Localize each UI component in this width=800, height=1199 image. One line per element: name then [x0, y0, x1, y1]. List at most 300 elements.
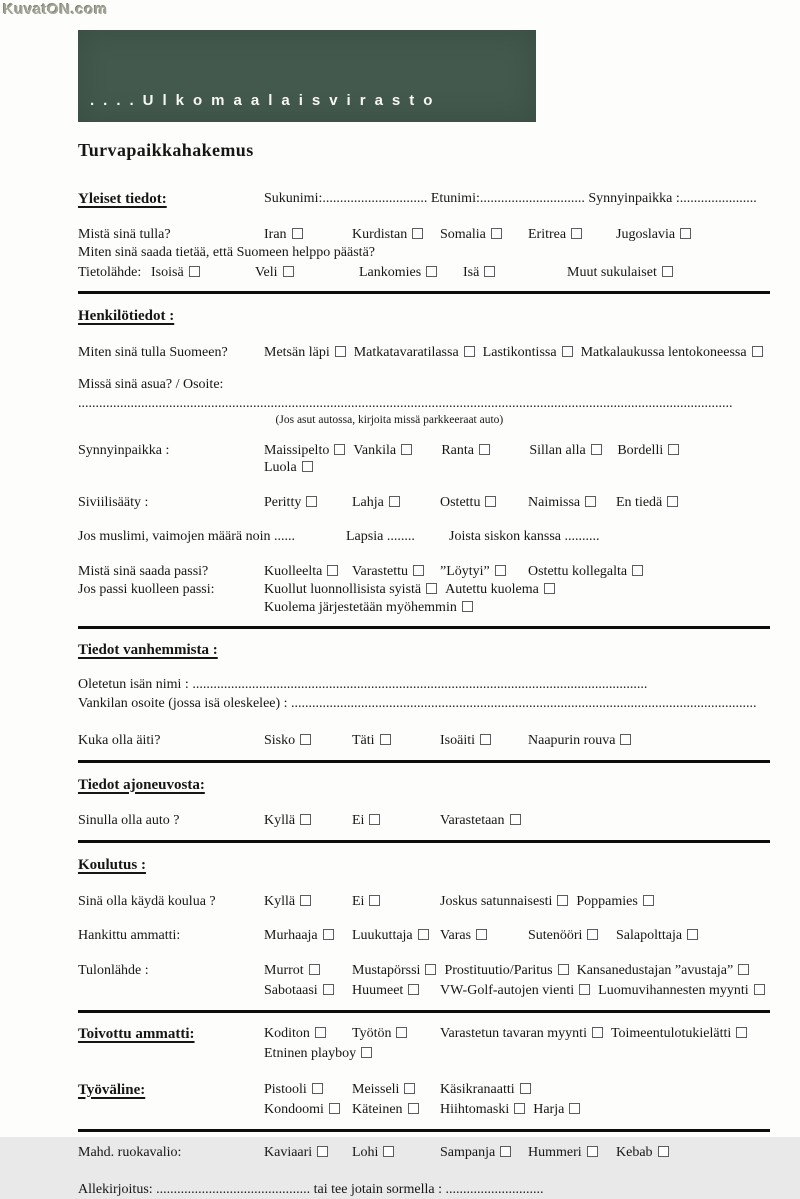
option-prostituutio-paritus [444, 962, 568, 980]
checkbox[interactable] [591, 444, 602, 455]
row-options [264, 1025, 770, 1063]
row-label-ruokavalio: Mahd. ruokavalio: [78, 1144, 182, 1160]
row-options [264, 927, 770, 945]
checkbox[interactable] [569, 1103, 580, 1114]
option-naimissa [528, 494, 608, 512]
option-label: Veli [255, 264, 278, 280]
checkbox[interactable] [520, 1083, 531, 1094]
option-label: Harja [533, 1102, 565, 1118]
option-label: En tiedä [616, 494, 663, 510]
checkbox[interactable] [736, 1027, 747, 1038]
option-ei [352, 893, 432, 911]
row-label-siviilisaaty: Siviilisääty : [78, 494, 149, 510]
option-varas [440, 927, 520, 945]
checkbox[interactable] [587, 929, 598, 940]
option-isoisa [151, 264, 247, 282]
option-varastetaan [440, 812, 521, 830]
form-row-tietolahde [78, 264, 770, 282]
checkbox[interactable] [426, 266, 437, 277]
row-options [264, 563, 770, 581]
kuvaton-watermark: KuvatON.com [3, 1, 108, 18]
checkbox[interactable] [557, 895, 568, 906]
option-lahja [352, 494, 432, 512]
checkbox[interactable] [592, 1027, 603, 1038]
option-peritty [264, 494, 344, 512]
section-divider [78, 760, 770, 763]
option-label: Eritrea [528, 226, 567, 242]
option-label: Murrot [264, 962, 304, 978]
option-loytyi [440, 563, 520, 581]
checkbox[interactable] [485, 496, 496, 507]
option-meisseli [352, 1081, 432, 1099]
option-lapsia [346, 528, 441, 546]
option-label: Varastettu [352, 563, 408, 579]
row-options [264, 1081, 770, 1119]
option-label: Varastetaan [440, 813, 505, 829]
form-row-miten-tulla-suomeen [78, 344, 770, 362]
option-label: Poppamies [576, 893, 638, 909]
option-ostettu [440, 494, 520, 512]
option-label: Iran [264, 226, 287, 242]
option-mustaporssi [352, 962, 436, 980]
row-label-yleiset: Yleiset tiedot: [78, 191, 167, 207]
checkbox[interactable] [317, 1146, 328, 1157]
section-heading-henkilotiedot [78, 307, 770, 326]
option-label: Kuolleelta [264, 563, 323, 579]
form-row-hankittu-ammatti [78, 927, 770, 945]
option-label: Joskus satunnaisesti [440, 893, 553, 909]
option-murhaaja [264, 927, 344, 945]
checkbox[interactable] [571, 228, 582, 239]
option-varastettu [352, 563, 432, 581]
option-iran [264, 226, 344, 244]
checkbox[interactable] [562, 346, 573, 357]
option-label: Muut sukulaiset [567, 264, 657, 280]
form-row-mista-tulla [78, 226, 770, 244]
option-en-tieda [616, 494, 696, 512]
option-kondoomi [264, 1101, 344, 1119]
checkbox[interactable] [369, 814, 380, 825]
option-isoaiti [440, 732, 520, 750]
option-kylla [264, 893, 344, 911]
option-pistooli [264, 1081, 344, 1099]
option-label: Isä [463, 264, 480, 280]
checkbox[interactable] [283, 266, 294, 277]
option-koditon [264, 1025, 344, 1043]
checkbox[interactable] [292, 228, 303, 239]
option-label: Sutenööri [528, 928, 583, 944]
checkbox[interactable] [334, 444, 345, 455]
checkbox[interactable] [361, 1047, 372, 1058]
checkbox[interactable] [476, 929, 487, 940]
option-label: Isoäiti [440, 733, 475, 749]
text-line-miten-tietaa: Miten sinä saada tietää, että Suomeen helppo päästä? [78, 245, 376, 261]
section-heading-tiedot-vanhemmista [78, 641, 770, 660]
checkbox[interactable] [754, 984, 765, 995]
option-somalia [440, 226, 520, 244]
option-salapolttaja [616, 927, 698, 945]
form-row-jos-muslimi [78, 528, 770, 546]
checkbox[interactable] [323, 984, 334, 995]
option-kasikranaatti [440, 1081, 531, 1099]
row-label-toivottu-ammatti: Toivottu ammatti: [78, 1025, 195, 1042]
option-ei [352, 812, 432, 830]
option-poppamies [576, 893, 656, 911]
checkbox[interactable] [380, 734, 391, 745]
option-label: Kuolema järjestetään myöhemmin [264, 599, 457, 615]
form-body [0, 183, 800, 1199]
option-autettu-kuolema [445, 581, 555, 599]
row-label-koulua: Sinä olla käydä koulua ? [78, 893, 216, 909]
checkbox[interactable] [306, 496, 317, 507]
option-veli [255, 264, 351, 282]
form-row-yleiset [78, 190, 770, 209]
option-label: Kyllä [264, 813, 296, 829]
option-label: Prostituutio/Paritus [444, 962, 553, 978]
section-divider [78, 1129, 770, 1132]
checkbox[interactable] [412, 228, 423, 239]
checkbox[interactable] [479, 444, 490, 455]
row-label-auto: Sinulla olla auto ? [78, 813, 180, 829]
checkbox[interactable] [369, 895, 380, 906]
option-kansanedustajan-avustaja [577, 962, 750, 980]
option-label: Ranta [441, 442, 474, 458]
row-options [346, 528, 770, 546]
section-heading-koulutus [78, 856, 770, 875]
option-label: Somalia [440, 226, 486, 242]
option-sisko [264, 732, 344, 750]
option-label: Työtön [352, 1025, 392, 1041]
row-options [264, 893, 770, 911]
option-label: Peritty [264, 494, 302, 510]
checkbox[interactable] [510, 814, 521, 825]
option-bordelli [617, 442, 697, 460]
checkbox[interactable] [667, 496, 678, 507]
checkbox[interactable] [668, 444, 679, 455]
option-label: Luukuttaja [352, 928, 413, 944]
row-label-synnyinpaikka: Synnyinpaikka : [78, 442, 170, 458]
option-label: Isoisä [151, 264, 184, 280]
row-label-miten-tulla-suomeen: Miten sinä tulla Suomeen? [78, 345, 228, 360]
option-label: Lapsia ........ [346, 529, 415, 545]
option-vankila [353, 442, 433, 460]
row-label-jos-passi: Jos passi kuolleen passi: [78, 582, 215, 598]
option-lastikontissa [483, 344, 573, 362]
form-row-siviilisaaty [78, 494, 770, 512]
section-divider [78, 291, 770, 294]
option-lohi [352, 1144, 432, 1162]
form-row-ruokavalio [78, 1144, 770, 1162]
option-label: ”Löytyi” [440, 563, 490, 579]
checkbox[interactable] [300, 895, 311, 906]
checkbox[interactable] [680, 228, 691, 239]
section-divider [78, 840, 770, 843]
text-line-allekirjoitus: Allekirjoitus: ............................................ tai tee jotain sormella : ............................ [78, 1182, 544, 1198]
option-label: Lahja [352, 494, 384, 510]
option-label: Naimissa [528, 494, 581, 510]
option-hummeri [528, 1144, 608, 1162]
option-label: Sabotaasi [264, 983, 318, 999]
option-eritrea [528, 226, 608, 244]
option-label: Kyllä [264, 893, 296, 909]
option-label: Pistooli [264, 1081, 307, 1097]
checkbox[interactable] [408, 984, 419, 995]
checkbox[interactable] [401, 444, 412, 455]
option-label: Käsikranaatti [440, 1081, 515, 1097]
option-label: Bordelli [617, 442, 664, 458]
option-vw-golf-autojen-vienti [440, 982, 590, 1000]
option-etninen-playboy [264, 1045, 372, 1063]
option-label: Kebab [616, 1144, 653, 1160]
option-label: Ostettu kollegalta [528, 563, 628, 579]
row-options [264, 442, 770, 477]
option-label: Ei [352, 893, 365, 909]
checkbox[interactable] [323, 929, 334, 940]
checkbox[interactable] [383, 1146, 394, 1157]
form-title: Turvapaikkahakemus [78, 140, 254, 160]
option-sampanja [440, 1144, 520, 1162]
checkbox[interactable] [495, 565, 506, 576]
row-label-mista-tulla: Mistä sinä tulla? [78, 226, 171, 242]
row-label-hankittu-ammatti: Hankittu ammatti: [78, 928, 181, 944]
form-row-jos-passi [78, 581, 770, 616]
option-joskus-satunnaisesti [440, 893, 568, 911]
checkbox[interactable] [327, 565, 338, 576]
option-label: Kondoomi [264, 1102, 324, 1118]
row-options [264, 581, 770, 616]
option-sabotaasi [264, 982, 344, 1000]
row-label-jos-muslimi: Jos muslimi, vaimojen määrä noin ...... [78, 529, 295, 545]
option-kuollut-luonnollisista-syista [264, 581, 437, 599]
checkbox[interactable] [587, 1146, 598, 1157]
option-luomuvihannesten-myynti [598, 982, 764, 1000]
row-label-tyovaline: Työväline: [78, 1081, 146, 1098]
checkbox[interactable] [658, 1146, 669, 1157]
checkbox[interactable] [491, 228, 502, 239]
option-sutenoori [528, 927, 608, 945]
option-matkatavaratilassa [354, 344, 475, 362]
option-label: Autettu kuolema [445, 582, 539, 598]
option-naapurin-rouva [528, 732, 631, 750]
row-options [264, 344, 770, 362]
option-luola [264, 459, 344, 477]
option-label: Koditon [264, 1025, 310, 1041]
form-row-tyovaline [78, 1081, 770, 1119]
form-row-kuka-aiti [78, 732, 770, 750]
option-label: Hiihtomaski [440, 1102, 510, 1118]
agency-name: ....Ulkomaalaisvirasto [90, 92, 442, 110]
option-label: Toimeentulotukielätti [610, 1025, 732, 1041]
checkbox[interactable] [413, 565, 424, 576]
option-label: Metsän läpi [264, 345, 330, 360]
checkbox[interactable] [389, 496, 400, 507]
option-label: Kansanedustajan ”avustaja” [576, 962, 734, 978]
option-label: Maissipelto [264, 442, 330, 458]
option-tyoton [352, 1025, 432, 1043]
text-line-missa-asua: Missä sinä asua? / Osoite: [78, 376, 224, 392]
checkbox[interactable] [426, 583, 437, 594]
option-label: Sillan alla [529, 442, 586, 458]
checkbox[interactable] [500, 1146, 511, 1157]
option-luukuttaja [352, 927, 432, 945]
option-label: Kuollut luonnollisista syistä [264, 582, 422, 598]
option-label: Kurdistan [352, 226, 408, 242]
option-kateinen [352, 1101, 432, 1119]
option-label: VW-Golf-autojen vienti [440, 983, 575, 999]
option-kurdistan [352, 226, 432, 244]
option-kuolema-jarjestetaan-myohemmin [264, 599, 473, 617]
option-label: Mustapörssi [352, 962, 421, 978]
option-hiihtomaski [440, 1101, 525, 1119]
checkbox[interactable] [462, 601, 473, 612]
option-kuolleelta [264, 563, 344, 581]
section-divider [78, 1010, 770, 1013]
row-options [264, 812, 770, 830]
option-label: Salapolttaja [616, 928, 683, 944]
option-metsan-lapi [264, 344, 346, 362]
option-label: Varastetun tavaran myynti [440, 1025, 587, 1041]
option-murrot [264, 962, 344, 980]
option-varastetun-tavaran-myynti [440, 1025, 603, 1043]
option-label: Hummeri [528, 1144, 582, 1160]
option-label: Sisko [264, 733, 296, 749]
option-jugoslavia [616, 226, 696, 244]
option-sillan-alla [529, 442, 609, 460]
checkbox[interactable] [480, 734, 491, 745]
checkbox[interactable] [335, 346, 346, 357]
option-label: Joista siskon kanssa .......... [449, 529, 600, 545]
option-maissipelto [264, 442, 345, 460]
option-label: Käteinen [352, 1102, 403, 1118]
row-label-mista-passi: Mistä sinä saada passi? [78, 563, 209, 579]
option-toimeentulotukielatti [611, 1025, 747, 1043]
checkbox[interactable] [738, 964, 749, 975]
form-row-mista-passi [78, 563, 770, 581]
section-divider [78, 626, 770, 629]
checkbox[interactable] [464, 346, 475, 357]
section-title: Tiedot ajoneuvosta: [78, 776, 205, 793]
option-muut-sukulaiset [567, 264, 673, 282]
option-joista-siskon-kanssa [449, 528, 600, 546]
text-line-osoite-dots[interactable]: ........................................................................................................................................................................................... [78, 396, 733, 411]
row-label-kuka-aiti: Kuka olla äiti? [78, 733, 161, 749]
row-options [264, 226, 770, 244]
checkbox[interactable] [662, 266, 673, 277]
text-line-parkki-note: (Jos asut autossa, kirjoita missä parkkeeraat auto) [275, 413, 504, 426]
option-ostettu-kollegalta [528, 563, 643, 581]
option-kaviaari [264, 1144, 344, 1162]
row-label-tietolahde: Tietolähde: [78, 264, 142, 280]
option-label: Täti [352, 733, 375, 749]
checkbox[interactable] [585, 496, 596, 507]
option-harja [533, 1101, 613, 1119]
checkbox[interactable] [514, 1103, 525, 1114]
option-label: Luola [264, 460, 297, 476]
section-title: Tiedot vanhemmista : [78, 642, 218, 659]
checkbox[interactable] [418, 929, 429, 940]
option-label: Varas [440, 928, 472, 944]
option-huumeet [352, 982, 432, 1000]
checkbox[interactable] [620, 734, 631, 745]
option-label: Lankomies [359, 264, 422, 280]
option-label: Matkalaukussa lentokoneessa [580, 345, 747, 360]
checkbox[interactable] [752, 346, 763, 357]
checkbox[interactable] [544, 583, 555, 594]
option-label: Murhaaja [264, 928, 318, 944]
checkbox[interactable] [312, 1083, 323, 1094]
checkbox[interactable] [632, 565, 643, 576]
option-tati [352, 732, 432, 750]
form-row-toivottu-ammatti [78, 1025, 770, 1063]
row-options [264, 190, 770, 208]
row-label-tulonlahde: Tulonlähde : [78, 962, 149, 978]
row-options [151, 264, 770, 282]
row-options [264, 494, 770, 512]
section-title: Henkilötiedot : [78, 308, 175, 325]
option-label: Jugoslavia [616, 226, 676, 242]
text-line-isan-nimi: Oletetun isän nimi : .................................................................................................................................. [78, 677, 648, 693]
option-label: Sukunimi:.............................. Etunimi:.............................. Synnyinpaikka :...................... [264, 191, 757, 206]
text-line-vankilan-osoite: Vankilan osoite (jossa isä oleskelee) : ..................................................................................................................................... [78, 695, 757, 711]
checkbox[interactable] [484, 266, 495, 277]
option-label: Sampanja [440, 1144, 496, 1160]
checkbox[interactable] [687, 929, 698, 940]
row-options [264, 1144, 770, 1162]
option-label: Ei [352, 813, 365, 829]
checkbox[interactable] [300, 814, 311, 825]
option-label: Meisseli [352, 1081, 400, 1097]
agency-logo-banner [78, 30, 536, 122]
option-label: Etninen playboy [264, 1046, 357, 1062]
checkbox[interactable] [425, 964, 436, 975]
option-kebab [616, 1144, 696, 1162]
option-label: Ostettu [440, 494, 481, 510]
checkbox[interactable] [408, 1103, 419, 1114]
checkbox[interactable] [329, 1103, 340, 1114]
option-isa [463, 264, 559, 282]
checkbox[interactable] [579, 984, 590, 995]
section-heading-tiedot-ajoneuvosta [78, 776, 770, 795]
form-row-koulua [78, 893, 770, 911]
checkbox[interactable] [315, 1027, 326, 1038]
option-ranta [441, 442, 521, 460]
row-options [264, 732, 770, 750]
option-label: Huumeet [352, 983, 404, 999]
checkbox[interactable] [189, 266, 200, 277]
option-label: Luomuvihannesten myynti [598, 983, 749, 999]
option-sukunimi-etunimi-synnyinpaikka [264, 190, 757, 208]
checkbox[interactable] [309, 964, 320, 975]
checkbox[interactable] [396, 1027, 407, 1038]
row-options [264, 962, 770, 1000]
option-matkalaukussa-lentokoneessa [581, 344, 763, 362]
option-label: Kaviaari [264, 1144, 313, 1160]
option-label: Vankila [353, 442, 397, 458]
checkbox[interactable] [302, 461, 313, 472]
checkbox[interactable] [300, 734, 311, 745]
section-title: Koulutus : [78, 856, 146, 873]
option-label: Lastikontissa [482, 345, 557, 360]
checkbox[interactable] [404, 1083, 415, 1094]
form-row-tulonlahde [78, 962, 770, 1000]
option-label: Naapurin rouva [528, 733, 616, 749]
option-kylla [264, 812, 344, 830]
option-label: Matkatavaratilassa [353, 345, 459, 360]
checkbox[interactable] [643, 895, 654, 906]
option-label: Lohi [352, 1144, 379, 1160]
checkbox[interactable] [558, 964, 569, 975]
option-lankomies [359, 264, 455, 282]
